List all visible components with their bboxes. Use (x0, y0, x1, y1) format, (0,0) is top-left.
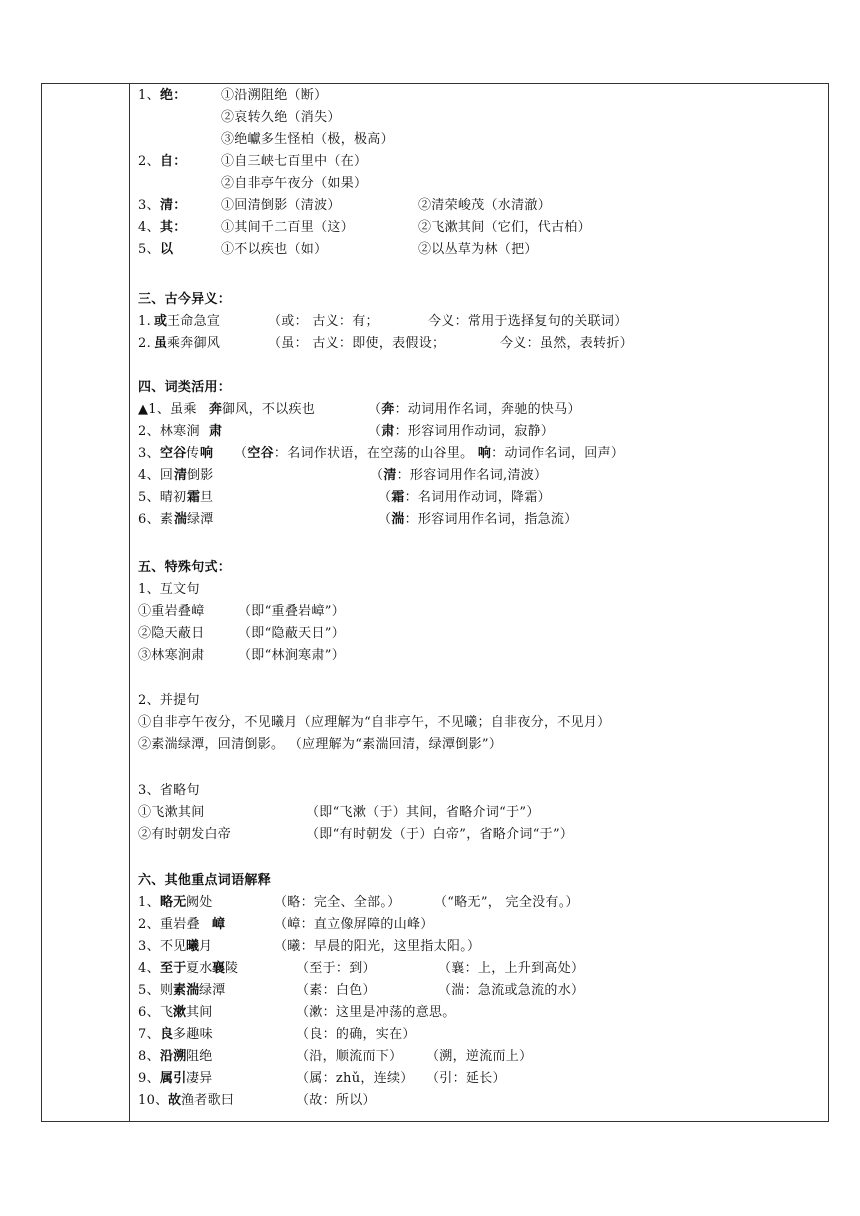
section-title: 四、词类活用： (138, 380, 232, 395)
section-title: 三、古今异义： (138, 292, 232, 307)
section-title: 五、特殊句式： (138, 560, 232, 575)
table-content-cell: 1、 绝： ①沿溯阻绝（断） ②哀转久绝（消失） ③绝巘多生怪柏（极，极高） 2、 自： ①自三峡七百里中（在） ②自非亭午夜分（如果） 3、 清： ①回清倒影（清波） ②清荣峻茂（水清澈） 4、 其： ①其间千二百里（这） ②飞漱其间（它们，代古柏） 5、 以 ①不以疾也（如） ②以丛草为林（把） 三、古今异义： 1. 或 王命急宣 （或： 古义：有； 今义：常用于选择复句的关联词） 2. 虽 乘奔御风 （虽： 古义：即使，表假设； 今义：虽然，表转折） 四、词类活用： ▲1、虽乘 奔 御风，不以疾也 （奔：动词用作名词，奔驰的快马） 2、林寒涧 肃 （肃：形容词用作动词，寂静） 3、 空谷 传 响 （空谷：名词作状语，在空荡的山谷里。 响：动词作名词，回声） 4、回 清 倒影 （清：形容词用作名词,清波） 5、晴初 霜 旦 （霜：名词用作动词，降霜） 6、素 湍 绿潭 （湍：形容词用作名词，指急流） 五、特殊句式： 1、互文句 ①重岩叠嶂 （即“重叠岩嶂”） ②隐天蔽日 （即“隐蔽天日”） ③林寒涧肃 （即“林涧寒肃”） 2、并提句 ①自非亭午夜分，不见曦月（应理解为“自非亭午，不见曦；自非夜分，不见月） ②素湍绿潭，回清倒影。 （应理解为“素湍回清，绿潭倒影”） 3、省略句 ①飞漱其间 （即“飞漱（于）其间，省略介词“于”） ②有时朝发白帝 （即“有时朝发（于）白帝”，省略介词“于”） 六、其他重点词语解释 1、 略无 阙处 （略：完全、全部。） （“略无”， 完全没有。） 2、 重岩叠 嶂 （嶂：直立像屏障的山峰） 3、 不见 曦 月 （曦：早晨的阳光，这里指太阳。） 4、 至于 夏水 襄 陵 （至于：到） （襄：上，上升到高处） 5、 则 素湍 绿潭 （素：白色） （湍：急流或急流的水） 6、 飞 漱 其间 （漱：这里是冲荡的意思。 7、 良 多趣味 （良：的确，实在） 8、 沿溯 阻绝 （沿，顺流而下） （溯，逆流而上） 9、 属引 凄异 （属：zhǔ，连续） （引：延长） 10、 故 渔者歌曰 （故：所以） (138, 88, 634, 1108)
subsection-title: 2、并提句 (138, 693, 200, 708)
subsection-title: 1、互文句 (138, 582, 200, 597)
section-title: 六、其他重点词语解释 (138, 873, 272, 888)
sentence-line: ①自非亭午夜分，不见曦月（应理解为“自非亭午，不见曦；自非夜分，不见月） (138, 715, 611, 730)
notes-table (41, 83, 829, 1122)
table-left-column (42, 84, 130, 1121)
sentence-line: ②素湍绿潭，回清倒影。 （应理解为“素湍回清，绿潭倒影”） (138, 737, 503, 752)
subsection-title: 3、省略句 (138, 783, 200, 798)
